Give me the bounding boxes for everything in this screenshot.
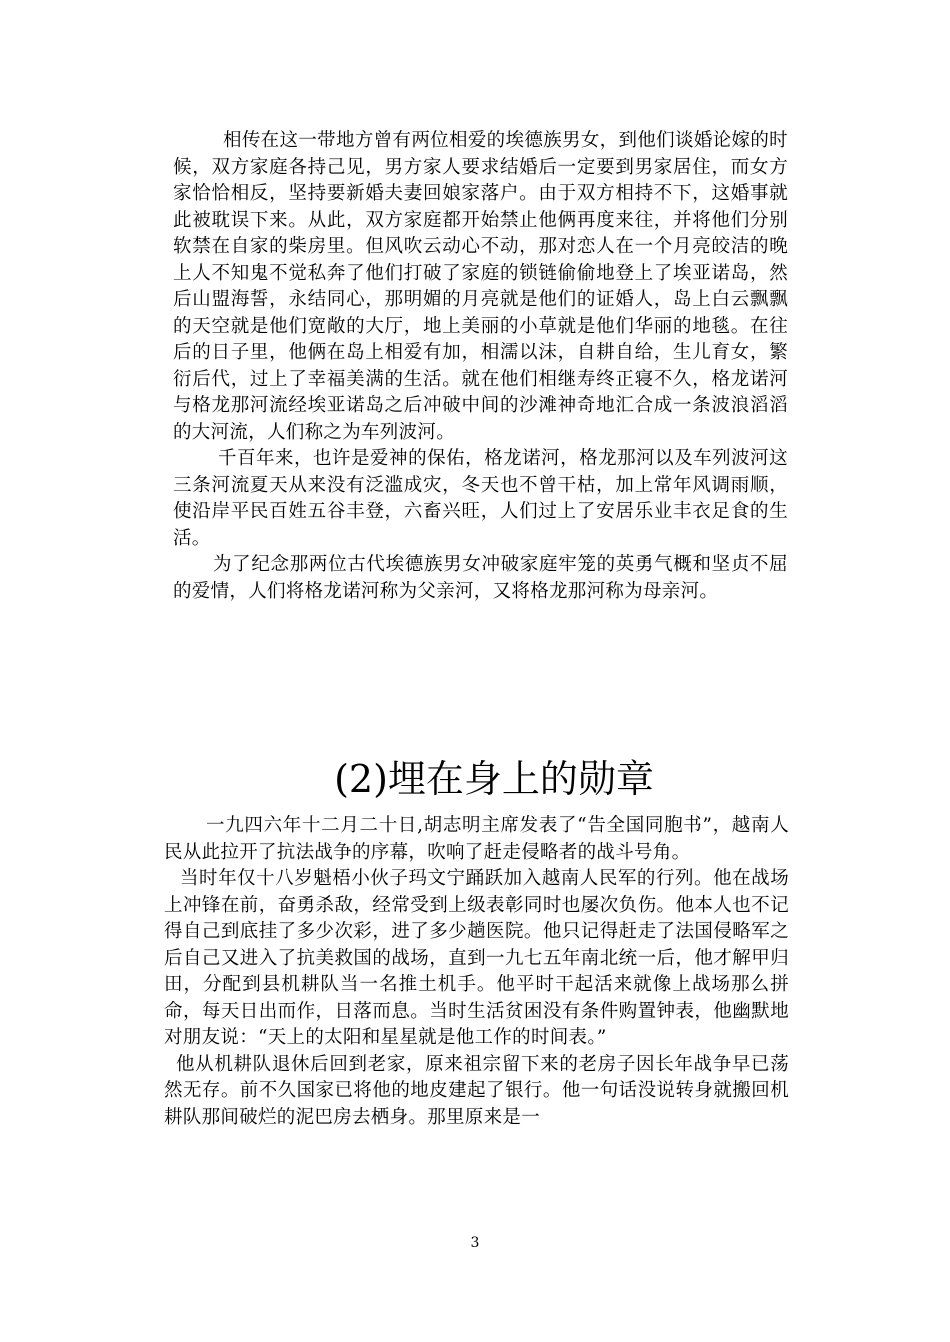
section-heading: (2)埋在身上的勋章 xyxy=(334,757,654,801)
paragraph: 一九四六年十二月二十日,胡志明主席发表了“告全国同胞书”，越南人民从此拉开了抗法战争的序幕，吹响了赶走侵略者的战斗号角。 xyxy=(164,815,789,863)
paragraph: 他从机耕队退休后回到老家，原来祖宗留下来的老房子因长年战争早已荡然无存。前不久国家已将他的地皮建起了银行。他一句话没说转身就搬回机耕队那间破烂的泥巴房去栖身。那里原来是一 xyxy=(164,1053,789,1128)
page-number: 3 xyxy=(470,1235,480,1251)
paragraph: 千百年来，也许是爱神的保佑，格龙诺河，格龙那河以及车列波河这三条河流夏天从来没有泛滥成灾，冬天也不曾干枯，加上常年风调雨顺，使沿岸平民百姓五谷丰登，六畜兴旺，人们过上了安居乐业丰衣足食的生活。 xyxy=(173,448,788,549)
legend-story-section xyxy=(173,128,788,605)
paragraph: 当时年仅十八岁魁梧小伙子玛文宁踊跃加入越南人民军的行列。他在战场上冲锋在前，奋勇杀敌，经常受到上级表彰同时也屡次负伤。他本人也不记得自己到底挂了多少次彩，进了多少趟医院。他只记得赶走了法国侵略军之后自己又进入了抗美救国的战场，直到一九七五年南北统一后，他才解甲归田，分配到县机耕队当一名推土机手。他平时干起活来就像上战场那么拼命，每天日出而作，日落而息。当时生活贫困没有条件购置钟表，他幽默地对朋友说：“天上的太阳和星星就是他工作的时间表。” xyxy=(164,868,789,1048)
paragraph: 相传在这一带地方曾有两位相爱的埃德族男女，到他们谈婚论嫁的时候，双方家庭各持己见，男方家人要求结婚后一定要到男家居住，而女方家恰恰相反，坚持要新婚夫妻回娘家落户。由于双方相持不下，这婚事就此被耽误下来。从此，双方家庭都开始禁止他俩再度来往，并将他们分别软禁在自家的柴房里。但风吹云动心不动，那对恋人在一个月亮皎洁的晚上人不知鬼不觉私奔了他们打破了家庭的锁链偷偷地登上了埃亚诺岛，然后山盟海誓，永结同心，那明媚的月亮就是他们的证婚人，岛上白云飘飘的天空就是他们宽敞的大厅，地上美丽的小草就是他们华丽的地毯。在往后的日子里，他俩在岛上相爱有加，相濡以沫，自耕自给，生儿育女，繁衍后代，过上了幸福美满的生活。就在他们相继寿终正寝不久，格龙诺河与格龙那河流经埃亚诺岛之后冲破中间的沙滩神奇地汇合成一条波浪滔滔的大河流，人们称之为车列波河。 xyxy=(173,130,788,443)
paragraph: 为了纪念那两位古代埃德族男女冲破家庭牢笼的英勇气概和坚贞不屈的爱情，人们将格龙诺河称为父亲河，又将格龙那河称为母亲河。 xyxy=(173,554,788,602)
medal-story-section xyxy=(164,813,789,1131)
